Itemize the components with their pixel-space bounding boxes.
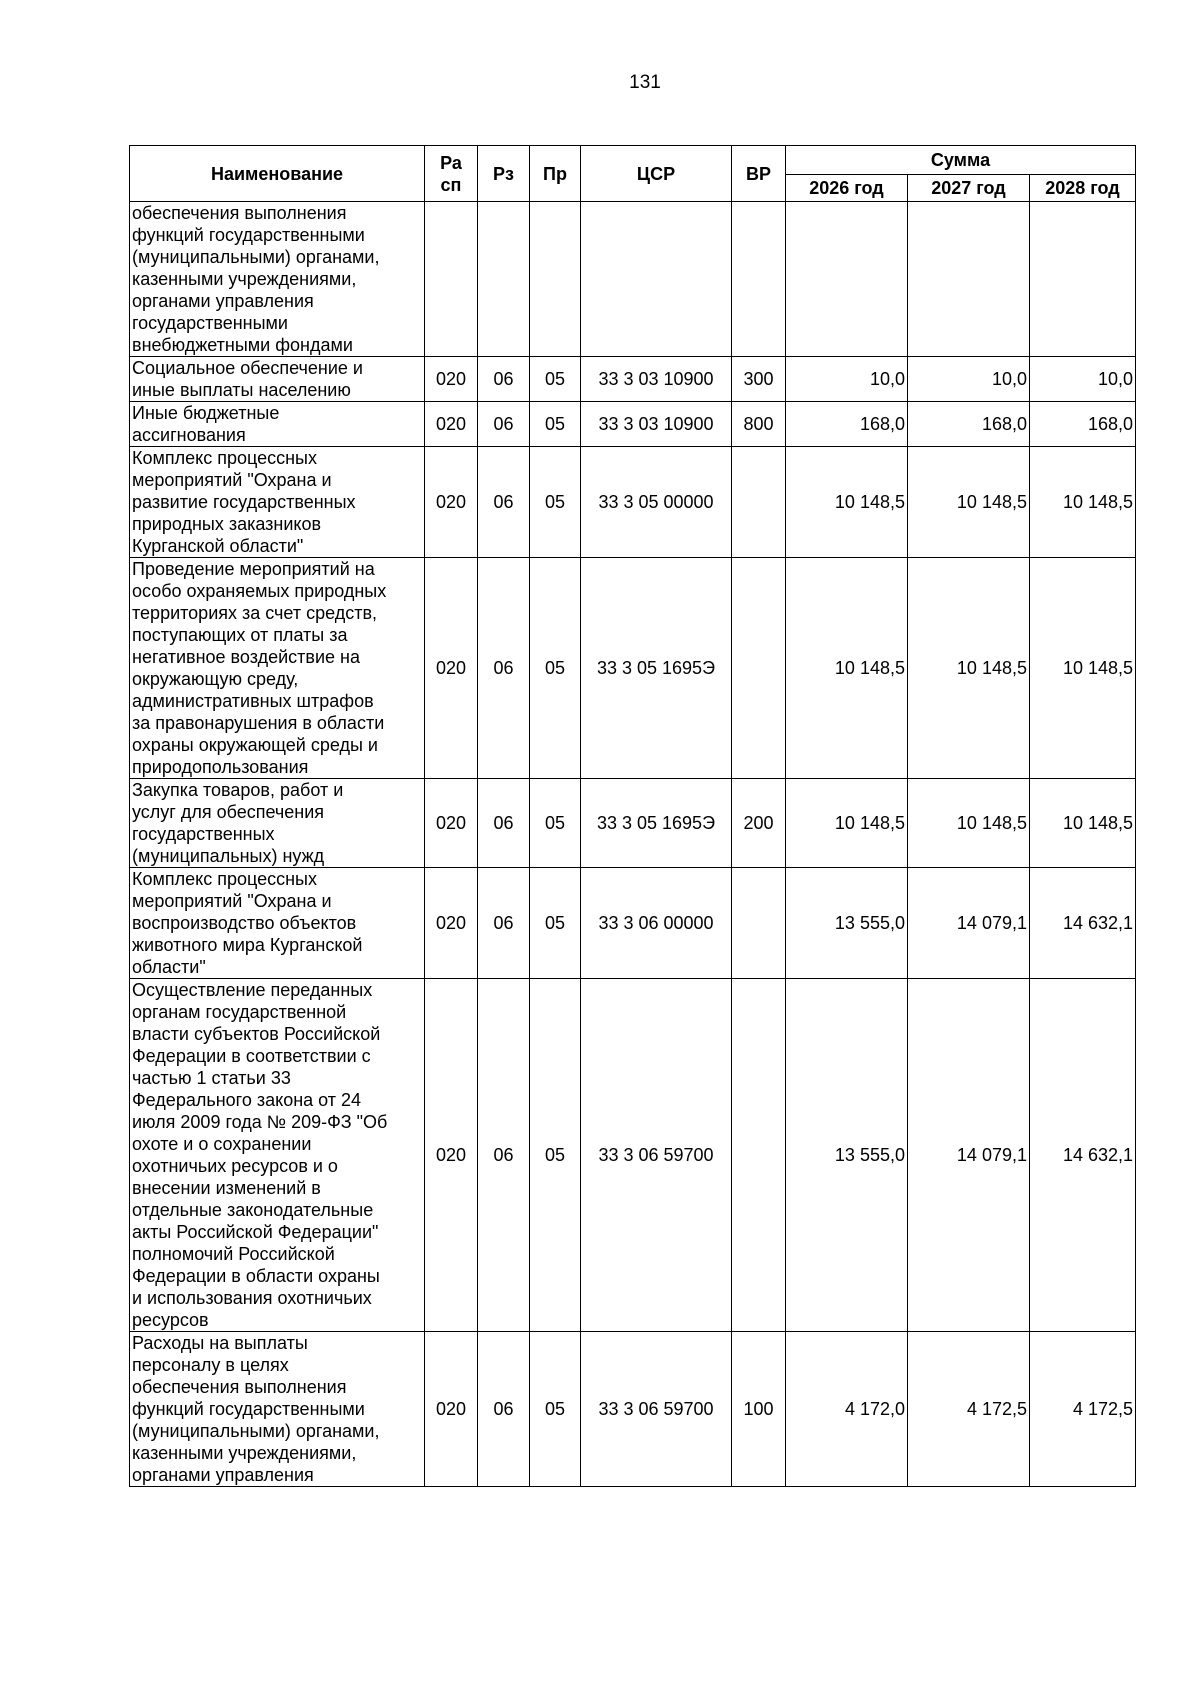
row-name: Иные бюджетные ассигнования — [130, 402, 425, 447]
row-csr: 33 3 03 10900 — [581, 357, 732, 402]
header-2028: 2028 год — [1030, 175, 1136, 202]
row-csr: 33 3 05 1695Э — [581, 558, 732, 779]
header-rasp: Ра сп — [425, 146, 478, 202]
row-csr — [581, 202, 732, 357]
table-row — [130, 868, 1136, 979]
row-rasp: 020 — [425, 779, 478, 868]
row-2028: 14 632,1 — [1030, 868, 1136, 979]
table-row — [130, 447, 1136, 558]
row-2026: 13 555,0 — [786, 868, 908, 979]
header-pr: Пр — [530, 146, 581, 202]
header-sum: Сумма — [786, 146, 1136, 175]
row-2028: 10 148,5 — [1030, 779, 1136, 868]
row-csr: 33 3 03 10900 — [581, 402, 732, 447]
row-2028: 10 148,5 — [1030, 447, 1136, 558]
row-name: Комплекс процессных мероприятий "Охрана и развитие государственных природных заказников Курганской области" — [130, 447, 425, 558]
row-vr: 300 — [732, 357, 786, 402]
row-name: обеспечения выполнения функций государственными (муниципальными) органами, казенными учреждениями, органами управления государственными внебюджетными фондами — [130, 202, 425, 357]
header-name: Наименование — [130, 146, 425, 202]
table-row — [130, 202, 1136, 357]
row-2027: 14 079,1 — [908, 979, 1030, 1332]
header-2027: 2027 год — [908, 175, 1030, 202]
row-name: Расходы на выплаты персоналу в целях обеспечения выполнения функций государственными (муниципальными) органами, казенными учреждениями, органами управления — [130, 1332, 425, 1487]
row-2026: 10 148,5 — [786, 447, 908, 558]
row-vr — [732, 979, 786, 1332]
row-vr — [732, 447, 786, 558]
row-2026: 4 172,0 — [786, 1332, 908, 1487]
row-vr: 100 — [732, 1332, 786, 1487]
row-2027: 4 172,5 — [908, 1332, 1030, 1487]
row-2028: 14 632,1 — [1030, 979, 1136, 1332]
row-rz: 06 — [478, 868, 530, 979]
row-2026: 10 148,5 — [786, 779, 908, 868]
row-2028 — [1030, 202, 1136, 357]
row-2026: 13 555,0 — [786, 979, 908, 1332]
row-2027: 10,0 — [908, 357, 1030, 402]
row-2027: 14 079,1 — [908, 868, 1030, 979]
row-csr: 33 3 06 59700 — [581, 979, 732, 1332]
row-rz: 06 — [478, 979, 530, 1332]
row-rasp: 020 — [425, 447, 478, 558]
row-2026 — [786, 202, 908, 357]
header-rz: Рз — [478, 146, 530, 202]
row-rz: 06 — [478, 402, 530, 447]
row-pr: 05 — [530, 1332, 581, 1487]
row-name: Осуществление переданных органам государственной власти субъектов Российской Федерации в соответствии с частью 1 статьи 33 Федерального закона от 24 июля 2009 года № 209-ФЗ "Об охоте и о сохранении охотничьих ресурсов и о внесении изменений в отдельные законодательные акты Российской Федерации" полномочий Российской Федерации в области охраны и использования охотничьих ресурсов — [130, 979, 425, 1332]
row-2028: 4 172,5 — [1030, 1332, 1136, 1487]
table-row — [130, 402, 1136, 447]
row-rz: 06 — [478, 447, 530, 558]
row-pr: 05 — [530, 357, 581, 402]
header-vr: ВР — [732, 146, 786, 202]
row-vr: 800 — [732, 402, 786, 447]
row-rasp: 020 — [425, 357, 478, 402]
row-name: Социальное обеспечение и иные выплаты населению — [130, 357, 425, 402]
row-2026: 168,0 — [786, 402, 908, 447]
header-row — [130, 146, 1136, 175]
row-name: Комплекс процессных мероприятий "Охрана и воспроизводство объектов животного мира Курганской области" — [130, 868, 425, 979]
row-csr: 33 3 06 59700 — [581, 1332, 732, 1487]
row-rasp: 020 — [425, 558, 478, 779]
row-rz: 06 — [478, 779, 530, 868]
row-2027: 10 148,5 — [908, 447, 1030, 558]
row-2028: 10 148,5 — [1030, 558, 1136, 779]
row-2026: 10 148,5 — [786, 558, 908, 779]
table-row — [130, 1332, 1136, 1487]
page-number: 131 — [629, 72, 661, 93]
row-pr: 05 — [530, 402, 581, 447]
row-rasp: 020 — [425, 868, 478, 979]
row-2028: 168,0 — [1030, 402, 1136, 447]
row-pr: 05 — [530, 558, 581, 779]
row-vr — [732, 202, 786, 357]
table-row — [130, 779, 1136, 868]
row-rasp: 020 — [425, 1332, 478, 1487]
row-rz — [478, 202, 530, 357]
row-pr: 05 — [530, 447, 581, 558]
row-2027: 10 148,5 — [908, 558, 1030, 779]
row-2027: 10 148,5 — [908, 779, 1030, 868]
row-2028: 10,0 — [1030, 357, 1136, 402]
budget-table — [129, 145, 1136, 1487]
row-rasp — [425, 202, 478, 357]
row-pr: 05 — [530, 868, 581, 979]
table-row — [130, 979, 1136, 1332]
row-rz: 06 — [478, 1332, 530, 1487]
row-vr — [732, 868, 786, 979]
row-rz: 06 — [478, 558, 530, 779]
row-vr: 200 — [732, 779, 786, 868]
header-csr: ЦСР — [581, 146, 732, 202]
row-rasp: 020 — [425, 979, 478, 1332]
row-2027 — [908, 202, 1030, 357]
row-rz: 06 — [478, 357, 530, 402]
row-csr: 33 3 06 00000 — [581, 868, 732, 979]
row-pr: 05 — [530, 979, 581, 1332]
row-csr: 33 3 05 00000 — [581, 447, 732, 558]
row-pr: 05 — [530, 779, 581, 868]
row-rasp: 020 — [425, 402, 478, 447]
row-vr — [732, 558, 786, 779]
row-2026: 10,0 — [786, 357, 908, 402]
table-row — [130, 357, 1136, 402]
row-csr: 33 3 05 1695Э — [581, 779, 732, 868]
row-name: Закупка товаров, работ и услуг для обеспечения государственных (муниципальных) нужд — [130, 779, 425, 868]
row-2027: 168,0 — [908, 402, 1030, 447]
table-row — [130, 558, 1136, 779]
row-pr — [530, 202, 581, 357]
header-2026: 2026 год — [786, 175, 908, 202]
row-name: Проведение мероприятий на особо охраняемых природных территориях за счет средств, поступающих от платы за негативное воздействие на окружающую среду, административных штрафов за правонарушения в области охраны окружающей среды и природопользования — [130, 558, 425, 779]
